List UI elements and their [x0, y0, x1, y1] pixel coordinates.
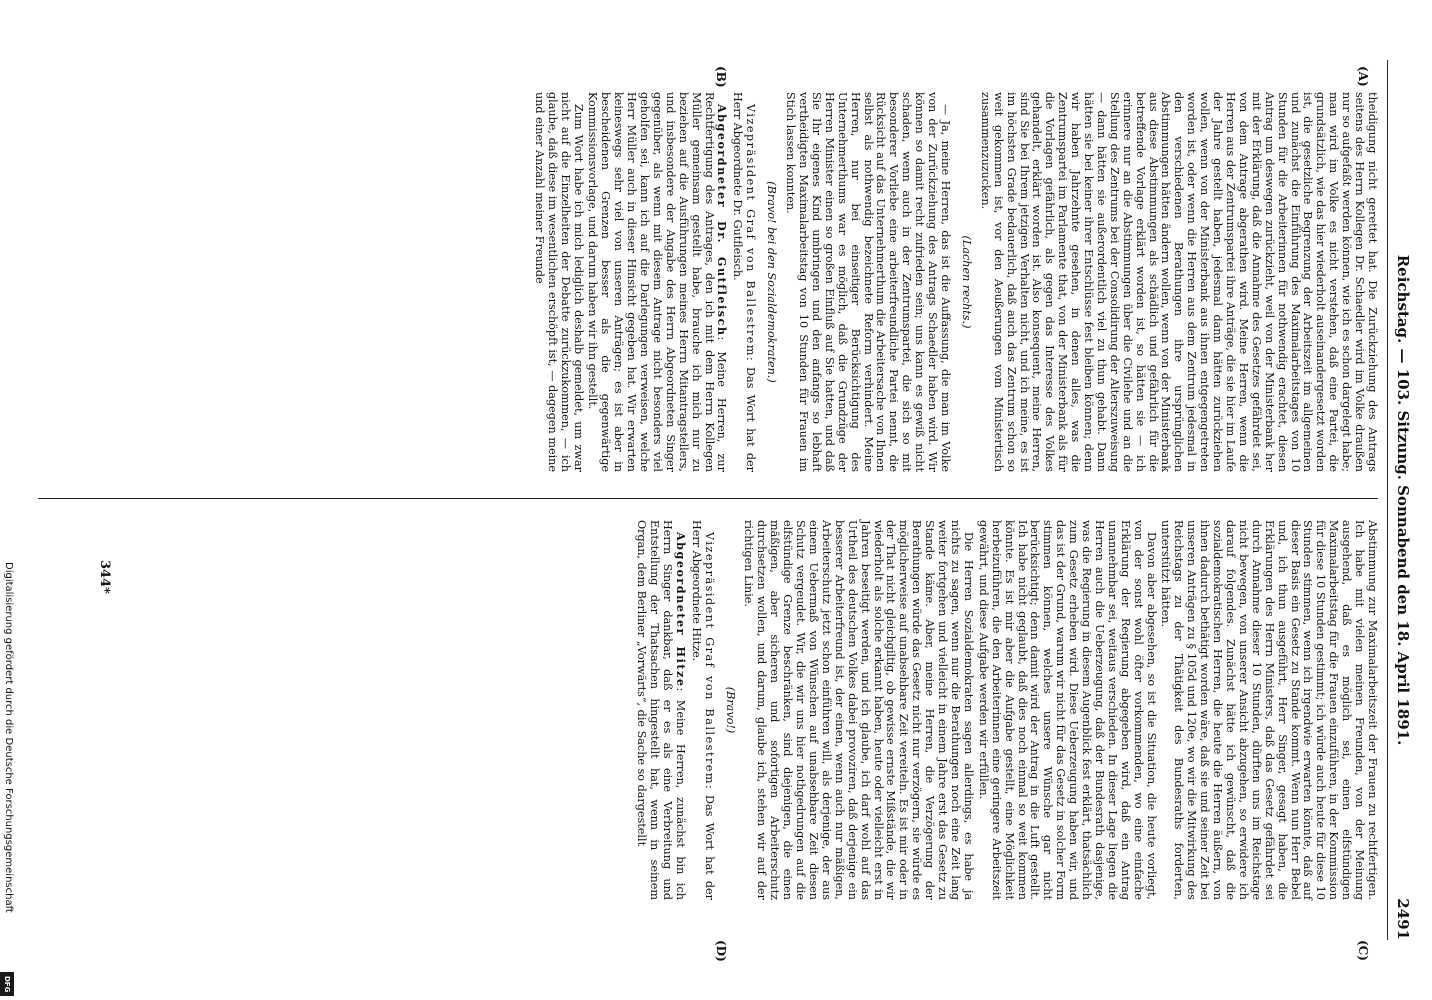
- digitization-note: Digitalisierung gefördert durch die Deutsche Forschungsgemeinschaft: [3, 562, 14, 913]
- remark-text: : Das Wort hat der Herr Abgeordnete Dr. Gutfleisch.: [731, 92, 758, 472]
- margin-marker-a: (A): [1356, 66, 1370, 87]
- page-title: Reichstag. — 103. Sitzung. Sonnabend den 18. April 1891.: [1394, 254, 1412, 746]
- speaker-name: Abgeordneter Hitze: [673, 532, 688, 688]
- speech-paragraph: [586, 92, 729, 472]
- paragraph: — Ja, meine Herren, das ist die Auffassung, die man im Volke von der Zurückziehung des Antrags Schaedler haben wird. Wir können so damit recht zufrieden sein; uns kann es gewiß nicht schaden, wenn auch in der Zentrumspartei, die sich so mit besonderer Vorliebe eine arbeiterfreundliche Partei nennt, die Rücksicht auf das Unternehmerthum die Arbeitersache von Ihnen selbst als nothwendig bezeichnete Reform verhindert. Meine Herren, nur bei einseitiger Berücksichtigung des Unternehmerthums war es möglich, daß die Grundzüge der Herren Minister einen so großen Einfluß auf Sie hatten, und daß Sie Ihr eigenes Kind umbringen und den anfangs so lebhaft vertheidigten Maximalarbeitstag von 10 Stunden für Frauen im Stich lassen konnten.: [784, 92, 952, 472]
- speaker-name: Vizepräsident Graf von Ballestrem: [744, 104, 758, 358]
- remark-text: : Das Wort hat der Herr Abgeordnete Hitze.: [689, 520, 716, 900]
- page-header: [1386, 60, 1412, 940]
- chair-remark: [689, 520, 715, 900]
- stage-direction: (Bravo!): [723, 686, 737, 734]
- margin-marker-c: (C): [1356, 940, 1370, 961]
- page-number: 2491: [1394, 898, 1412, 940]
- paragraph: theidigung nicht gerettet hat. Die Zurückziehung des Antrags seitens des Herrn Kollegen Dr. Schaedler wird im Volke draußen nur so aufgefaßt werden können, wie ich es schon dargelegt habe; man wird im Volke es nicht verstehen, daß eine Partei, die grundsätzlich, wie das hier wiederholt auseinandergesetzt worden ist, die gesetzliche Begrenzung der Arbeitszeit im allgemeinen und zunächst die Einführung des Maximalarbeitstages von 10 Stunden für die Arbeiterinnen für nothwendig erachtet, diesen Antrag um deswegen zurückzieht, weil von der Ministerbank her mit der Erklärung, daß die Annahme des Gesetzes gefährdet sei, von dem Antrage abgerathen wird. Meine Herren, wenn die Herren aus der Zentrumspartei ihre Anträge, die sie hier im Laufe der Jahre gestellt haben, jedesmal dann hätten zurückziehen wollen, wenn von der Ministerbank aus ihnen entgegengetreten worden ist, oder wenn die Herren aus dem Zentrum jedesmal in den verschiedenen Berathungen ihre ursprünglichen Abstimmungen hätten ändern wollen, wenn von der Ministerbank aus diese Abstimmungen als schädlich und gefährlich für die betreffende Vorlage erklärt worden ist, so hätten sie — ich erinnere nur an die Abstimmungen über die Civilehe und an die Stellung des Zentrums bei der Consolidirung der Alterszuweisung — dann hätten sie außerordentlich viel zu thun gehabt. Dann hätten sie bei keiner ihrer Entschlüsse fest bleiben können; denn wir haben Jahrzehnte gesehen, in denen alles, was die Zentrumspartei im Parlamente that, von der Ministerbank als für die Vorlagen gefährlich, als gegen das Interesse des Volkes gehandelt, erklärt worden ist. Also konsequent, meine Herren, sind Sie bei Ihrem jetzigen Verhalten nicht, und ich meine, es ist im höchsten Grade bedauerlich, daß auch das Zentrum schon so weit gekommen ist, vor den Aeußerungen vom Ministertisch zusammenzuzucken.: [978, 92, 1379, 472]
- paragraph: Zum Wort habe ich mich lediglich deshalb gemeldet, um zwar nicht auf die Einzelheiten der Debatte zurückzukommen, — ich glaube, daß diese im wesentlichen erschöpft ist, — dagegen meine und einer Anzahl meiner Freunde: [532, 92, 585, 472]
- speech-text: : Meine Herren, zur Rechtfertigung des Antrages, den ich mit dem Herrn Kollegen Müller gemeinsam gestellt habe, brauche ich mich nur zu beziehen auf die Ausführungen meines Herrn Mitantragstellers, und insbesondere der Angabe des Herrn Abgeordneten Singer gegenüber, als wenn mit diesem Antrage nicht besonders viel geholfen sei, kann ich auf die Darlegungen verweisen, welche Herr Müller auch in dieser Hinsicht gegeben hat. Wir erwarten keineswegs sehr viel von unseren Anträgen; es ist aber in bescheidenen Grenzen besser als die gegenwärtige Kommissionsvorlage, und darum haben wir ihn gestellt.: [586, 92, 729, 472]
- left-column: [530, 92, 1378, 472]
- speaker-name: Abgeordneter Dr. Gutfleisch: [715, 104, 730, 337]
- sheet-signature: 344*: [97, 560, 112, 594]
- speech-paragraph: [634, 520, 687, 900]
- column-divider: [38, 498, 1378, 499]
- stage-direction: (Lachen rechts.): [959, 235, 973, 329]
- chair-remark: [731, 92, 757, 472]
- speech-text: : Meine Herren, zunächst bin ich Herrn Singer dankbar, daß er es als eine Verbreitung und Entstellung der Thatsachen hingestellt hat, wenn in seinem Organ, dem Berliner „Vorwärts“, die Sache so dargestellt: [635, 520, 687, 900]
- paragraph: Die Herren Sozialdemokraten sagen allerdings, es habe ja nichts zu sagen, wenn nur die Berathungen noch eine Zeit lang weiter fortgehen und vielleicht in einem Jahre erst das Gesetz zu Stande käme. Aber, meine Herren, die Verzögerung der Berathungen würde das Gesetz nicht nur verzögern, sie würde es möglicherweise auf unabsehbare Zeit vereiteln. Es ist mir oder in der That nicht gleichgiltig, ob gewisse ernste Mißstände, die wir wiederholt als solche erkannt haben, heute oder vielleicht erst in Jahren beseitigt werden, und ich glaube, ich darf wohl auf das Urtheil des deutschen Volkes dabei provoziren, daß derjenige ein besserer Arbeiterfreund ist, der einen, wenn auch nur mäßigen, Arbeiterschutz jetzt schon einführen will, als derjenige, der aus einem Uebermaß von Wünschen auf unabsehbare Zeit diesen Schutz vergeudet. Wir, die wir uns hier nothgedrungen auf die elfstündige Grenze beschränken, sind diejenigen, die einen mäßigen, aber sicheren und sofortigen Arbeiterschutz durchsetzen wollen, und darum, glaube ich, stehen wir auf der richtigen Linie.: [742, 520, 975, 900]
- paragraph: Abstimmung zur Maximalarbeitszeit der Frauen zu rechtfertigen. Ich habe mit vielen meinen Freunden, von der Meinung ausgehend, daß es möglich sei, einen elfstündigen Maximalarbeitstag für die Frauen einzuführen, in der Kommission für diese 10 Stunden gestimmt; ich würde auch heute für diese 10 Stunden stimmen, wenn ich irgendwie erwarten könnte, daß auf dieser Basis ein Gesetz zu Stande kommt. Wenn nun Herr Bebel und, ich thun ausgeführt, Herr Singer, gesagt haben, die Erklärungen des Herrn Ministers, daß das Gesetz gefährdet sei durch Annahme dieser 10 Stunden, dürften uns im Reichstage nicht bewegen, von unserer Ansicht abzugehen, so erwidere ich darauf folgendes. Zunächst hätte ich gewünscht, daß die sozialdemokratischen Herren, die heute die Herren äußern, von ihnen dadurch bethätigt worden wäre, daß sie und seiner Zeit bei unseren Anträgen zu § 105d und 120e, wo wir die Mitwirkung des Reichstags zu der Thätigkeit des Bundesraths forderten, unterstützt hätten.: [1159, 520, 1379, 900]
- margin-marker-b: (B): [714, 66, 728, 88]
- speaker-name: Vizepräsident Graf von Ballestrem: [702, 532, 716, 786]
- dfg-logo: DFG: [0, 972, 14, 996]
- margin-marker-d: (D): [714, 940, 728, 962]
- header-rule: [1387, 60, 1388, 940]
- stage-direction: (Bravo! bei den Sozialdemokraten.): [765, 181, 779, 383]
- paragraph: Davon aber abgesehen, so ist die Situation, die heute vorliegt, von der sonst wohl öfter vorkommenden, wo eine einfache Erklärung der Regierung abgegeben wird, daß ein Antrag unannehmbar sei, weitaus verschieden. In dieser Lage liegen die Herren auch die Ueberzeugung, daß der Bundesrath dasjenige, was die Regierung in diesem Augenblick fest erklärt, thatsächlich zum Gesetz erheben wird. Diese Ueberzeugung haben wir, und das ist der Grund, warum wir nicht für das Gesetz in solcher Form stimmen können, welches unsere Wünsche gar nicht berücksichtigt; denn damit wird der Antrag in die Luft gestellt. Ich habe nicht geglaubt, daß dies noch einmal so weit kommen könnte. Es ist mir aber die Aufgabe gestellt, eine Möglichkeit herbeizuführen, die den Arbeiterinnen eine geringere Arbeitszeit gewährt, und diese Aufgabe werden wir erfüllen.: [976, 520, 1158, 900]
- right-column: [632, 520, 1378, 900]
